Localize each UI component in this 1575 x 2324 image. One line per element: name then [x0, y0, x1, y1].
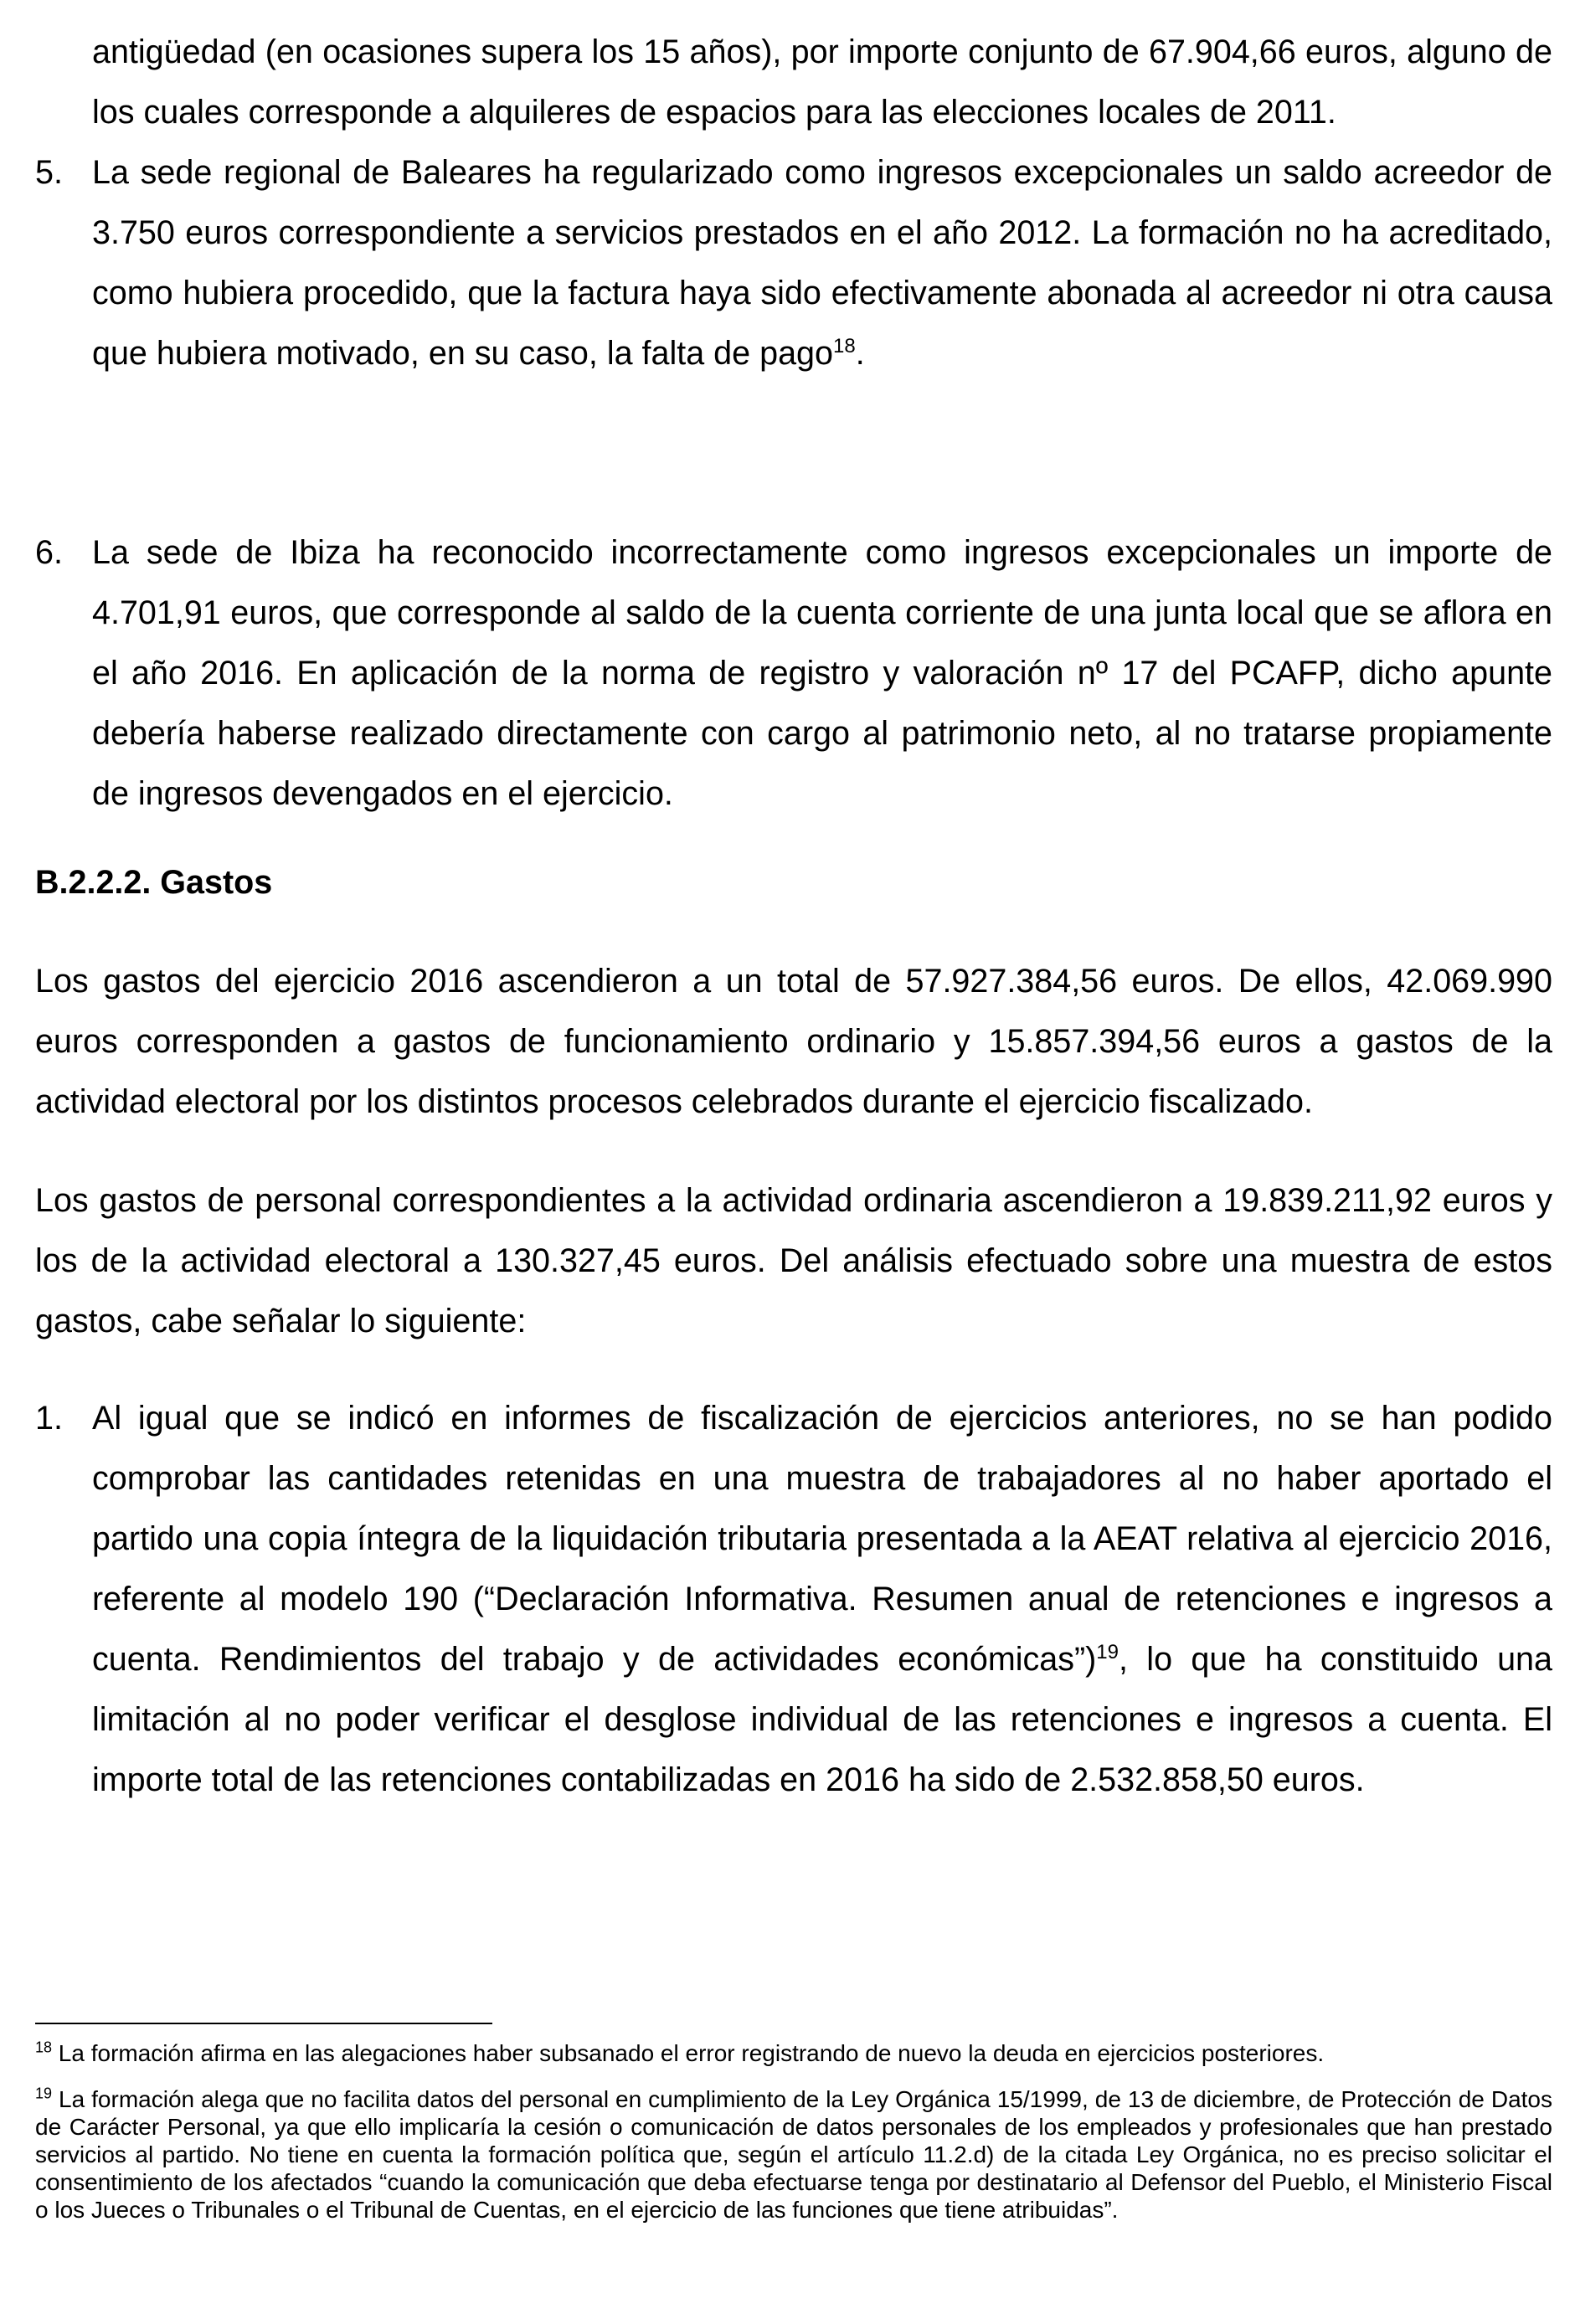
- footnote-19-text: La formación alega que no facilita datos del personal en cumplimiento de la Ley Orgánica 15/1999, de 13 de diciembre, de Protección de Datos de Carácter Personal, ya que ello implicaría la cesión o comunicación de datos personales de los empleados y profesionales que han prestado servicios al partido. No tiene en cuenta la formación política que, según el artículo 11.2.d) de la citada Ley Orgánica, no es preciso solicitar el consentimiento de los afectados “cuando la comunicación que deba efectuarse tenga por destinatario al Defensor del Pueblo, el Ministerio Fiscal o los Jueces o Tribunales o el Tribunal de Cuentas, en el ejercicio de las funciones que tiene atribuidas”.: [35, 2086, 1552, 2223]
- paragraph-gastos-personal: [35, 1170, 1552, 1351]
- paragraph-gastos-total: [35, 951, 1552, 1132]
- section-heading-block: [35, 852, 1552, 913]
- list-item-6: [35, 522, 1552, 824]
- footnote-18-number: 18: [35, 2039, 53, 2056]
- item-1-number: 1.: [35, 1400, 63, 1437]
- footnote-ref-19: 19: [1096, 1640, 1119, 1663]
- paragraph-gastos-total-text: Los gastos del ejercicio 2016 ascendieron a un total de 57.927.384,56 euros. De ellos, 42.069.990 euros corresponden a gastos de funcionamiento ordinario y 15.857.394,56 euros a gastos de la actividad electoral por los distintos procesos celebrados durante el ejercicio fiscalizado.: [35, 963, 1552, 1120]
- item-6-text: La sede de Ibiza ha reconocido incorrectamente como ingresos excepcionales un importe de 4.701,91 euros, que corresponde al saldo de la cuenta corriente de una junta local que se aflora en el año 2016. En aplicación de la norma de registro y valoración nº 17 del PCAFP, dicho apunte debería haberse realizado directamente con cargo al patrimonio neto, al no tratarse propiamente de ingresos devengados en el ejercicio.: [92, 534, 1552, 812]
- item-4-text: antigüedad (en ocasiones supera los 15 años), por importe conjunto de 67.904,66 euros, alguno de los cuales corresponde a alquileres de espacios para las elecciones locales de 2011.: [92, 33, 1552, 131]
- list-item-5: [35, 142, 1552, 383]
- item-1-text: Al igual que se indicó en informes de fiscalización de ejercicios anteriores, no se han podido comprobar las cantidades retenidas en una muestra de trabajadores al no haber aportado el partido una copia íntegra de la liquidación tributaria presentada a la AEAT relativa al ejercicio 2016, referente al modelo 190 (“Declaración Informativa. Resumen anual de retenciones e ingresos a cuenta. Rendimientos del trabajo y de actividades económicas”): [92, 1400, 1552, 1678]
- footnote-18: [35, 2039, 1552, 2067]
- footnotes: [35, 2039, 1552, 2224]
- footnote-ref-18: 18: [832, 334, 856, 357]
- item-1-text-end: , lo que ha constituido una limitación al no poder verificar el desglose individual de las retenciones e ingresos a cuenta. El importe total de las retenciones contabilizadas en 2016 ha sido de 2.532.858,50 euros.: [92, 1641, 1552, 1798]
- paragraph-gastos-personal-text: Los gastos de personal correspondientes a la actividad ordinaria ascendieron a 19.839.211,92 euros y los de la actividad electoral a 130.327,45 euros. Del análisis efectuado sobre una muestra de estos gastos, cabe señalar lo siguiente:: [35, 1182, 1552, 1339]
- item-4-continuation: [35, 22, 1552, 142]
- item-6-number: 6.: [35, 534, 63, 571]
- item-5-text-end: .: [855, 335, 865, 372]
- footnote-19-number: 19: [35, 2085, 53, 2102]
- footnote-19: [35, 2085, 1552, 2224]
- footnote-separator: [35, 2023, 492, 2024]
- section-heading: B.2.2.2. Gastos: [35, 864, 273, 901]
- list-item-1: [35, 1388, 1552, 1810]
- item-5-text: La sede regional de Baleares ha regularizado como ingresos excepcionales un saldo acreedor de 3.750 euros correspondiente a servicios prestados en el año 2012. La formación no ha acreditado, como hubiera procedido, que la factura haya sido efectivamente abonada al acreedor ni otra causa que hubiera motivado, en su caso, la falta de pago: [92, 154, 1552, 372]
- item-5-number: 5.: [35, 154, 63, 191]
- footnote-18-text: La formación afirma en las alegaciones haber subsanado el error registrando de nuevo la deuda en ejercicios posteriores.: [52, 2040, 1325, 2066]
